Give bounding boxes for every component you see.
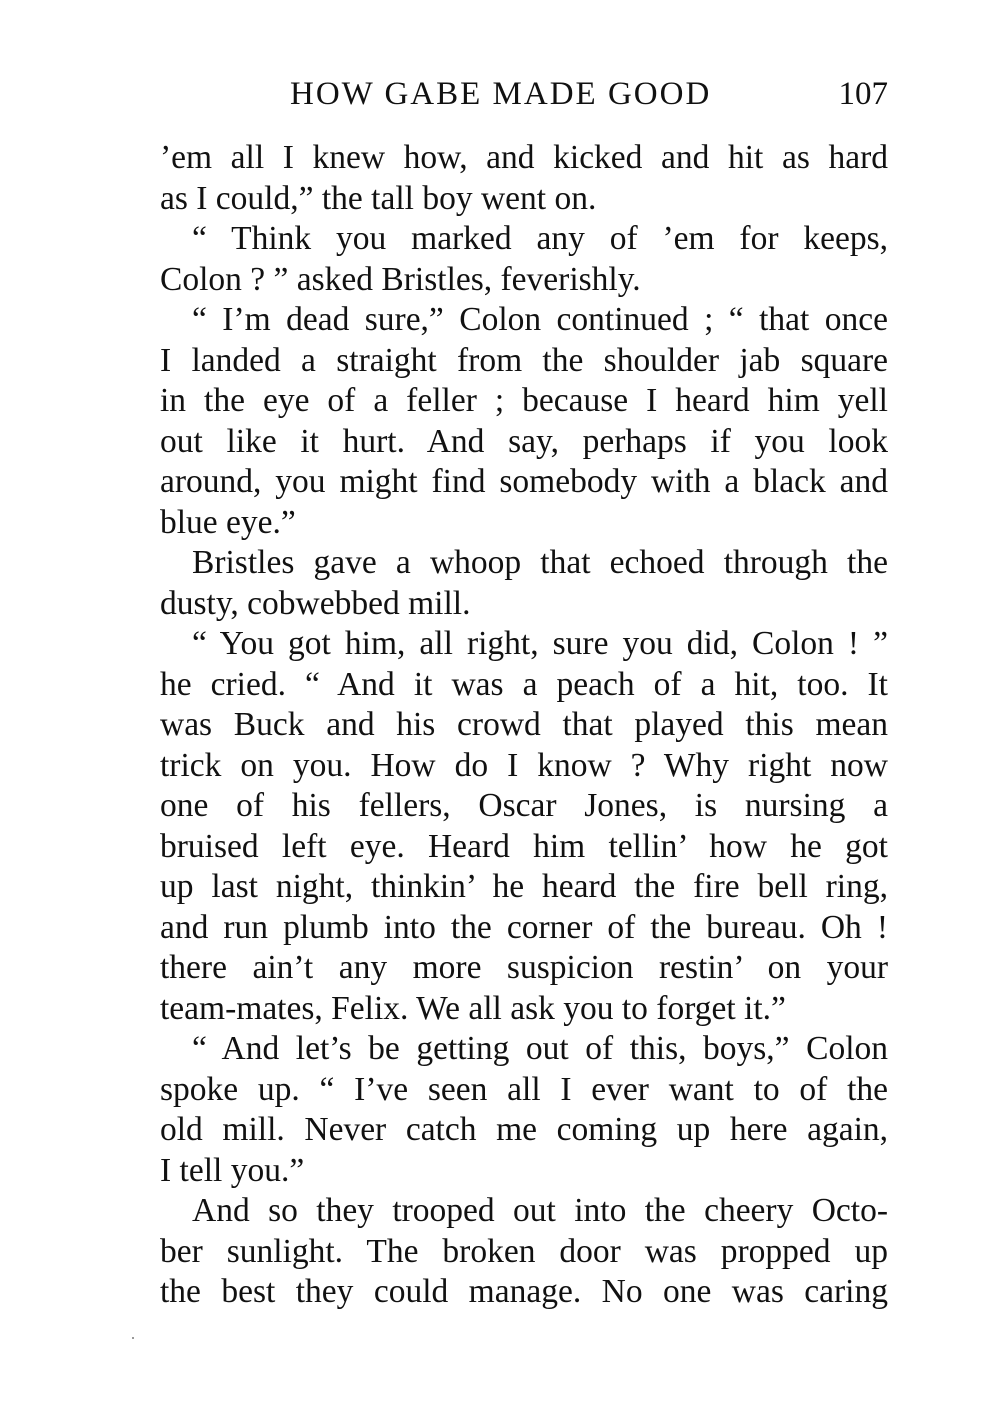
text-line: “ You got him, all right, sure you did, Colon ! ”: [192, 625, 888, 662]
text-line: and run plumb into the corner of the bureau. Oh !: [160, 908, 888, 946]
running-title: HOW GABE MADE GOOD: [290, 76, 712, 112]
text-line: “ I’m dead sure,” Colon continued ; “ that once: [192, 301, 888, 338]
text-line: I tell you.”: [160, 1151, 305, 1189]
scan-speck: [132, 1337, 134, 1339]
text-line: one of his fellers, Oscar Jones, is nursing a: [160, 787, 888, 824]
text-line: old mill. Never catch me coming up here again,: [160, 1111, 888, 1148]
text-line: was Buck and his crowd that played this mean: [160, 706, 888, 743]
text-line: Colon ? ” asked Bristles, feverishly.: [160, 260, 641, 298]
text-line: team-mates, Felix. We all ask you to forget it.”: [160, 989, 786, 1027]
text-line: “ Think you marked any of ’em for keeps,: [192, 220, 888, 257]
text-line: ber sunlight. The broken door was propped up: [160, 1232, 888, 1270]
text-line: there ain’t any more suspicion restin’ on your: [160, 949, 888, 986]
text-line: around, you might find somebody with a black and: [160, 463, 888, 500]
text-line: ’em all I knew how, and kicked and hit as hard: [160, 139, 888, 176]
text-line: trick on you. How do I know ? Why right now: [160, 746, 888, 784]
text-line: And so they trooped out into the cheery Octo-: [192, 1192, 888, 1229]
text-line: dusty, cobwebbed mill.: [160, 584, 471, 622]
body-text: [160, 138, 888, 1313]
text-line: out like it hurt. And say, perhaps if you look: [160, 422, 888, 460]
text-line: blue eye.”: [160, 503, 296, 541]
text-line: bruised left eye. Heard him tellin’ how he got: [160, 827, 888, 865]
text-line: spoke up. “ I’ve seen all I ever want to of the: [160, 1070, 888, 1108]
text-line: “ And let’s be getting out of this, boys,” Colon: [192, 1030, 888, 1067]
text-line: the best they could manage. No one was caring: [160, 1273, 888, 1310]
text-line: Bristles gave a whoop that echoed through the: [192, 544, 888, 581]
text-line: he cried. “ And it was a peach of a hit, too. It: [160, 665, 888, 703]
text-line: as I could,” the tall boy went on.: [160, 179, 597, 217]
running-head: [160, 74, 888, 114]
text-line: I landed a straight from the shoulder jab square: [160, 341, 888, 379]
text-line: up last night, thinkin’ he heard the fire bell ring,: [160, 868, 888, 905]
page-number: 107: [838, 76, 888, 112]
text-line: in the eye of a feller ; because I heard him yell: [160, 382, 888, 419]
